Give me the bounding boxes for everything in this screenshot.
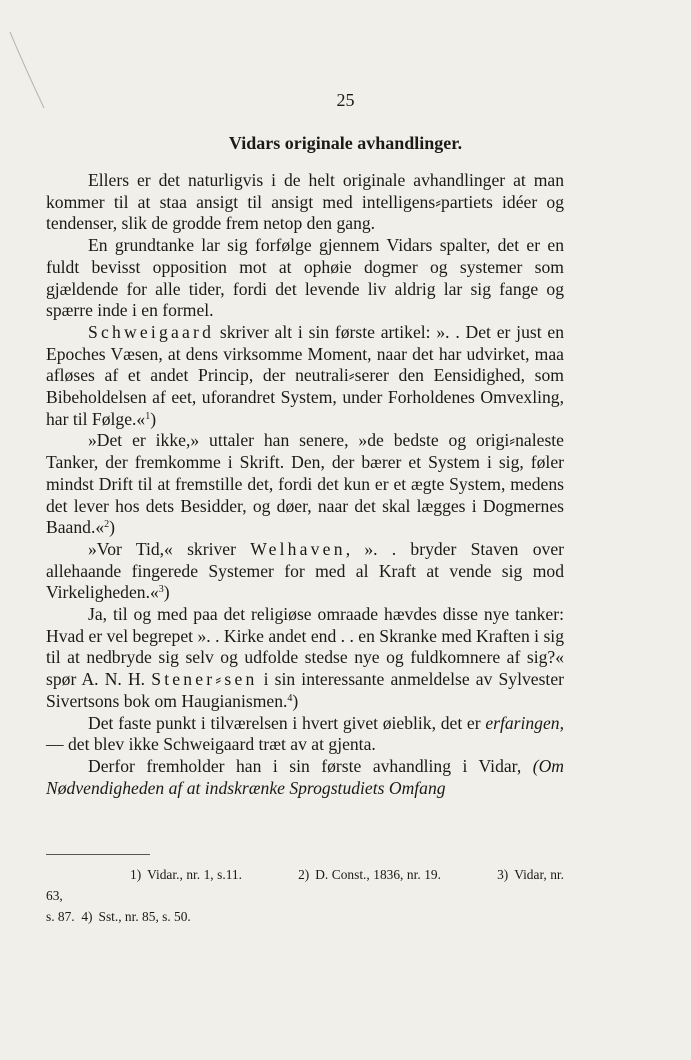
paragraph: »Vor Tid,« skriver Welhaven, ». . bryder Staven over allehaande fingerede Systemer for med al Kraft at vende sig mod Virkeligheden.«$^3$)	[46, 538, 564, 603]
footnote-mark: 2)	[298, 867, 310, 882]
spaced-name: Welhaven	[250, 538, 346, 559]
footnote-divider	[46, 854, 150, 855]
spaced-name: Schweigaard	[88, 321, 215, 342]
footnote-ref: 1	[145, 410, 151, 422]
footnote-ref: 2	[104, 519, 110, 531]
paragraph: En grundtanke lar sig forfølge gjennem Vidars spalter, det er en fuldt bevisst opposition mot at ophøie dogmer og systemer som gjældende for alle tider, fordi det levende liv aldrig lar sig fange og spærre inde i en formel.	[46, 235, 564, 321]
footnote-mark: 1)	[130, 867, 142, 882]
paragraph: Ja, til og med paa det religiøse omraade hævdes disse nye tanker: Hvad er vel begrepet ». . Kirke andet end . . en Skranke med Kraften i sig til at nedbryde sig selv og udfolde stedse nye og fuldkomnere af sig?« spør A. N. H. Stener⸗sen i sin interessante anmeldelse av Sylvester Sivertsons bok om Haugianismen.$^4$)	[46, 604, 564, 711]
italic-word: erfaringen,	[485, 712, 564, 733]
footnote-mark: 3)	[497, 867, 509, 882]
paragraph: Ellers er det naturligvis i de helt originale avhandlinger at man kommer til at staa ansigt til ansigt med intelligens⸗partiets idéer og tendenser, slik de grodde frem netop den gang.	[46, 170, 564, 234]
footnote-ref: 4	[287, 692, 293, 704]
page-number: 25	[336, 90, 355, 110]
paragraph: Derfor fremholder han i sin første avhandling i Vidar, (Om Nødvendigheden af at indskrænke Sprogstudiets Omfang	[46, 755, 564, 798]
paragraph: Schweigaard skriver alt i sin første artikel: ». . Det er just en Epoches Væsen, at dens virksomme Moment, naar det har udvirket, maa afløses af et andet Princip, der neutrali⸗serer den Eensidighed, som Bibeholdelsen af eet, uforandret System, under Forholdenes Omvexling, har til Følge.«$^1$)	[46, 321, 564, 429]
paragraph: »Det er ikke,» uttaler han senere, »de bedste og origi⸗naleste Tanker, der fremkomme i Skrift. Den, der bærer et System i sig, føler mindst Drift til at fremstille det, fordi det kun er et ægte System, medens det lever hos dets Besidder, og døer, naar det skal lægges i Dogmernes Baand.«$^2$)	[46, 430, 564, 538]
spaced-name: Stener⸗sen	[151, 669, 258, 690]
footnote-line: 1) Vidar., nr. 1, s.11. 2) D. Const., 1836, nr. 19. 3) Vidar, nr. 63,	[46, 864, 564, 906]
footnote-ref: 3	[158, 584, 164, 596]
footnote-line: s. 87. 4) Sst., nr. 85, s. 50.	[46, 906, 564, 927]
footnote-mark: 4)	[81, 909, 93, 924]
body-text	[46, 170, 564, 799]
chapter-heading: Vidars originale avhandlinger.	[228, 133, 463, 153]
italic-title: (Om Nødvendigheden af at indskrænke Sprogstudiets Omfang	[46, 755, 564, 798]
paragraph: Det faste punkt i tilværelsen i hvert givet øieblik, det er erfaringen, — det blev ikke Schweigaard træt av at gjenta.	[46, 712, 564, 755]
footnotes	[46, 864, 564, 927]
